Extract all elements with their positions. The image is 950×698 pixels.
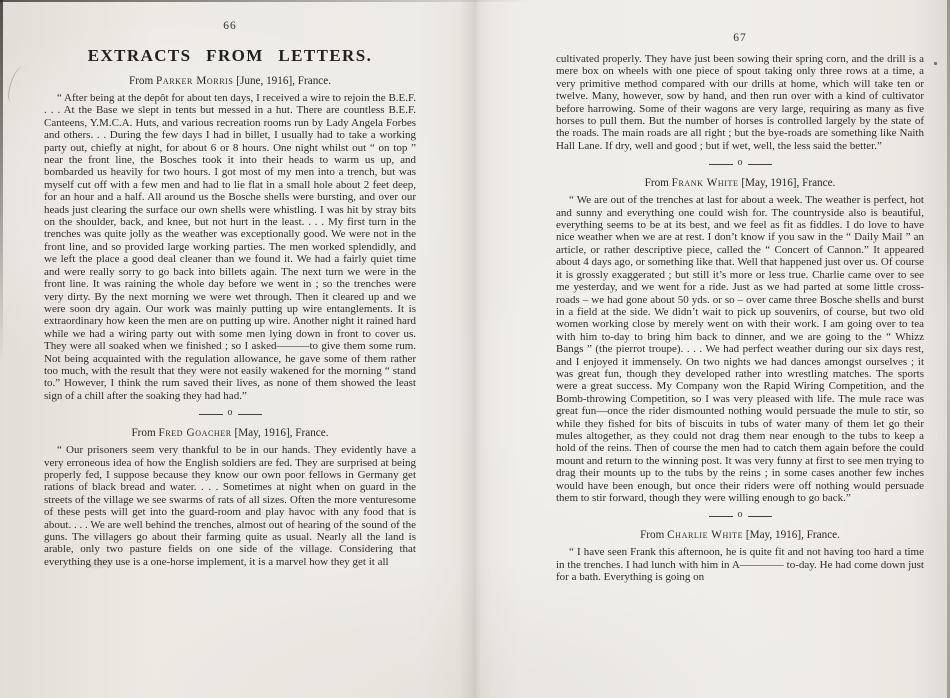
letter-heading-parker-morris (44, 75, 416, 87)
heading-from: From (128, 75, 154, 87)
heading-from: From (640, 529, 665, 542)
divider-rule-right (748, 164, 772, 165)
letter-paragraph-goacher-continuation: cultivated properly. They have just been sowing their spring corn, and the drill is a mere box on wheels with one piece of spout taking only three rows at a time, a very primitive method compared with our drills at home, which will take ten or twelve. Many, however, sow by hand, and then run over with a kind of cultivator before harrowing. Some of their wagons are very large, requiring as many as five horses to pull them. But the number of horses is controlled largely by the state of the roads. The main roads are all right ; but the bye-roads are something like Naith Hall Lane. If dry, well and good ; but if wet, well, the less said the better.” (556, 53, 924, 152)
divider-rule-right (238, 414, 262, 415)
letter-heading-frank-white (556, 177, 924, 189)
divider-o-glyph: o (227, 407, 233, 419)
page-67 (556, 32, 924, 584)
scan-edge-top (0, 0, 532, 2)
pencil-mark (6, 65, 30, 106)
divider-o-glyph: o (737, 157, 743, 169)
letter-paragraph-frank-white: “ We are out of the trenches at last for about a week. The weather is perfect, hot and sunny and everything one could wish for. The countryside also is beautiful, everything seems to be at its best, and we feel as fit as fiddles. I do love to have nice weather when we are at rest. I don’t know if you saw in the “ Daily Mail ” an article, or rather descriptive piece, called the “ Concert of Cannon.” It appeared about 4 days ago, or something like that. Well that happened just over us. Of course it is grossly exaggerated ; but still it’s more or less true. Charlie came over to see me yesterday, and we went for a ride. Just as we had parted at some little cross-roads – we had gone about 50 yds. or so – over came three Bosche shells and burst in a field at the side. We didn’t wait to pick up souvenirs, of course, but two old women working close by merely went on with their work. I am going over to tea with him to-day to bring him back to dinner, and we are going to the “ Whizz Bangs ” (the pierrot troupe). . . . We had perfect weather during our six days rest, and I enjoyed it immensely. On two nights we had dances amongst ourselves ; it was great fun, though they developed rather into wrestling matches. The sports were a great success. My Company won the Rapid Wiring Competition, and the Bomb-throwing Competition, so I was very pleased with life. The mule race was great fun—once the rider dismounted nothing would persuade the mule to stir, so while they fished for bits of biscuits in tubs of water many of them let go their mules altogether, as they could not drag them near enough to the tubs to keep a hold of the reins. Then of course the men had to catch them again before the could mount and return to the winning post. It was very funny at first to see men trying to drag their mounts up to the tubs by the reins ; in some cases another few inches would have been enough, but once their riders were off nothing would persuade them to stir forward, though they were willing enough to go back.” (556, 194, 924, 504)
page-number-left: 66 (223, 20, 237, 32)
letter-paragraph-charlie-white: “ I have seen Frank this afternoon, he is quite fit and not having too hard a time in the trenches. I had lunch with him in A———— to-day. He had come down just for a bath. Everything is going on (556, 546, 924, 584)
heading-author-name: Fred Goacher (158, 427, 232, 440)
heading-author-name: Charlie White (667, 529, 744, 542)
heading-date-place: [May, 1916], France. (234, 427, 329, 440)
heading-date-place: [June, 1916], France. (236, 75, 332, 87)
page-title: EXTRACTS FROM LETTERS. (87, 46, 373, 65)
letter-paragraph-fred-goacher: “ Our prisoners seem very thankful to be in our hands. They evidently have a very erroneous idea of how the English soldiers are fed. They are surprised at being properly fed, I suppose because they know our own poor fellows in Germany get rations of black bread and water. . . . Sometimes at night when on guard in the streets of the village we see swarms of rats of all sizes. Often the more venturesome of these pests will get into the guard-room and play havoc with any food that is about. . . . We are well behind the trenches, almost out of hearing of the sound of the guns. The villagers go about their farming quite as usual. Nearly all the land is arable, only two pasture fields on one side of the village. Considering that everything they use is a one-horse implement, it is a marvel how they get it all (44, 444, 416, 568)
section-divider (556, 509, 924, 521)
heading-author-name: Parker Morris (156, 75, 234, 87)
heading-author-name: Frank White (671, 177, 739, 190)
letter-heading-fred-goacher (44, 427, 416, 439)
heading-from: From (644, 177, 669, 190)
page-66 (44, 20, 416, 568)
divider-rule-left (709, 164, 733, 165)
divider-o-glyph: o (737, 509, 743, 521)
ink-fleck (934, 62, 937, 65)
heading-date-place: [May, 1916], France. (741, 177, 836, 190)
scan-edge-left (0, 0, 3, 363)
divider-rule-left (709, 516, 733, 517)
letter-heading-charlie-white (556, 529, 924, 541)
section-divider (44, 407, 416, 419)
section-divider (556, 157, 924, 169)
page-number-right: 67 (733, 32, 747, 44)
heading-from: From (131, 427, 156, 440)
divider-rule-right (748, 516, 772, 517)
heading-date-place: [May, 1916], France. (745, 529, 840, 542)
page-gutter-shadow (458, 0, 490, 698)
divider-rule-left (199, 414, 223, 415)
letter-paragraph-parker-morris: “ After being at the depôt for about ten days, I received a wire to rejoin the B.E.F. . . . At the Base we slept in tents but messed in a hut. There are countless B.E.F. Canteens, Y.M.C.A. Huts, and various recreation rooms run by Lady Angela Forbes and others. . . During the few days I had in billet, I usually had to take a working party out, chiefly at night, for about 6 or 8 hours. One night whilst out “ on top ” near the front line, the Bosches took it into their heads to warm us up, and bombarded us heavily for two hours. I got most of my men into a trench, but was myself cut off with a few men and had to lie flat in a small hole about 2 feet deep, for an hour and a half. All around us the Bosche shells were bursting, and over our heads just clearing the surface our own shells were whistling. I was hit by stray bits on the shoulder, back, and knee, but not hurt in the least. . . . My first turn in the trenches was quite jolly as the weather was exceptionally good. We were not in the front line, and so provided large working parties. The men worked splendidly, and we left the place a good deal cleaner than we found it. We had a fairly quiet time and were really sorry to go back into billets again. The next turn we were in the front line. It was raining the whole day before we went in ; so the trenches were very dirty. By the next morning we were wet through. Then it cleared up and we were soon dry again. Our work was mainly putting up wire entanglements. It is extraordinary how keen the men are on putting up wire. Another night it rained hard while we had a wiring party out with some men lying down in front to cover us. They were all soaked when we finished ; so I asked———to give them some rum. Not being acquainted with the regulation allowance, he gave some of them rather too much, with the result that they were not easily wakened for the morning “ stand to.” However, I think the rum saved their lives, as none of them showed the least sign of a chill after the soaking they had had.” (44, 92, 416, 402)
